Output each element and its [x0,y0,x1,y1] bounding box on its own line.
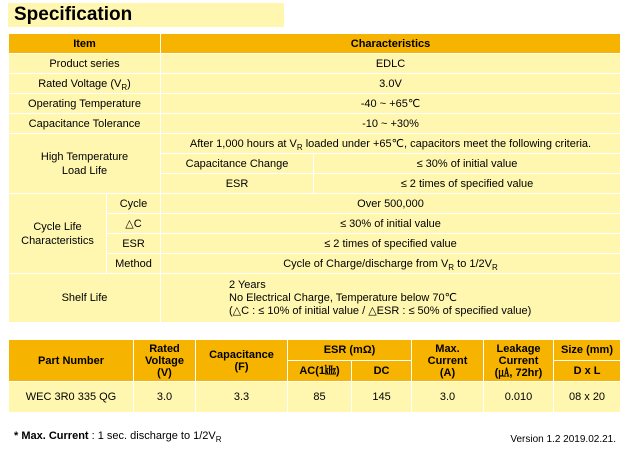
high-temp-cap-change-value: ≤ 30% of initial value [314,154,621,174]
high-temp-load-life-label: High Temperature Load Life [9,134,161,194]
header-leakage-current: Leakage Current (㎂, 72hr) [484,340,554,382]
part-number-cell: WEC 3R0 335 QG [9,382,134,413]
product-series-value: EDLC [161,54,621,74]
operating-temperature-value: -40 ~ +65℃ [161,94,621,114]
shelf-life-label: Shelf Life [9,274,161,323]
row-product-series [9,54,621,74]
version-text: Version 1.2 2019.02.21. [510,434,616,445]
rated-voltage-label: Rated Voltage $(V_R)$ [9,74,161,94]
cycle-value: Over 500,000 [161,194,621,214]
row-rated-voltage [9,74,621,94]
row-shelf-life [9,274,621,323]
header-size: Size (mm) [554,340,621,361]
operating-temperature-label: Operating Temperature [9,94,161,114]
high-temp-cap-change-label: Capacitance Change [161,154,314,174]
table-row [9,382,621,413]
row-operating-temperature [9,94,621,114]
product-series-label: Product series [9,54,161,74]
header-esr-ac: AC(1㎑) [288,361,352,382]
header-capacitance: Capacitance (F) [196,340,288,382]
max-current-cell: 3.0 [412,382,484,413]
delta-c-value: ≤ 30% of initial value [161,214,621,234]
capacitance-tolerance-label: Capacitance Tolerance [9,114,161,134]
delta-c-label: △C [107,214,161,234]
header-esr: ESR (mΩ) [288,340,412,361]
high-temp-intro: After 1,000 hours at $V_R$ loaded under +65℃, capacitors meet the following criteria. [161,134,621,154]
header-size-dxl: D x L [554,361,621,382]
row-capacitance-tolerance [9,114,621,134]
rated-voltage-value: 3.0V [161,74,621,94]
high-temp-esr-value: ≤ 2 times of specified value [314,174,621,194]
cycle-esr-label: ESR [107,234,161,254]
spec-header-row [9,34,621,54]
rated-voltage-cell: 3.0 [134,382,196,413]
row-cycle [9,194,621,214]
specification-table [8,33,621,323]
header-part-number: Part Number [9,340,134,382]
capacitance-tolerance-value: -10 ~ +30% [161,114,621,134]
high-temp-esr-label: ESR [161,174,314,194]
row-high-temp-intro [9,134,621,154]
header-item: Item [9,34,161,54]
cycle-label: Cycle [107,194,161,214]
cycle-esr-value: ≤ 2 times of specified value [161,234,621,254]
header-rated-voltage: Rated Voltage (V) [134,340,196,382]
parts-table [8,339,621,413]
esr-dc-cell: 145 [352,382,412,413]
method-value: Cycle of Charge/discharge from $V_R$ to $1/2V_R$ [161,254,621,274]
cycle-life-label: Cycle Life Characteristics [9,194,107,274]
size-cell: 08 x 20 [554,382,621,413]
header-esr-dc: DC [352,361,412,382]
shelf-life-value: 2 Years No Electrical Charge, Temperature below 70℃ (△C : ≤ 10% of initial value / △ESR : ≤ 50% of specified value) [161,274,621,323]
parts-header-row-1 [9,340,621,361]
header-characteristics: Characteristics [161,34,621,54]
esr-ac-cell: 85 [288,382,352,413]
footnote: * Max. Current : 1 sec. discharge to $1/2V_R$ [14,430,222,445]
page-title: Specification [8,3,284,27]
header-max-current: Max. Current (A) [412,340,484,382]
capacitance-cell: 3.3 [196,382,288,413]
method-label: Method [107,254,161,274]
leakage-current-cell: 0.010 [484,382,554,413]
